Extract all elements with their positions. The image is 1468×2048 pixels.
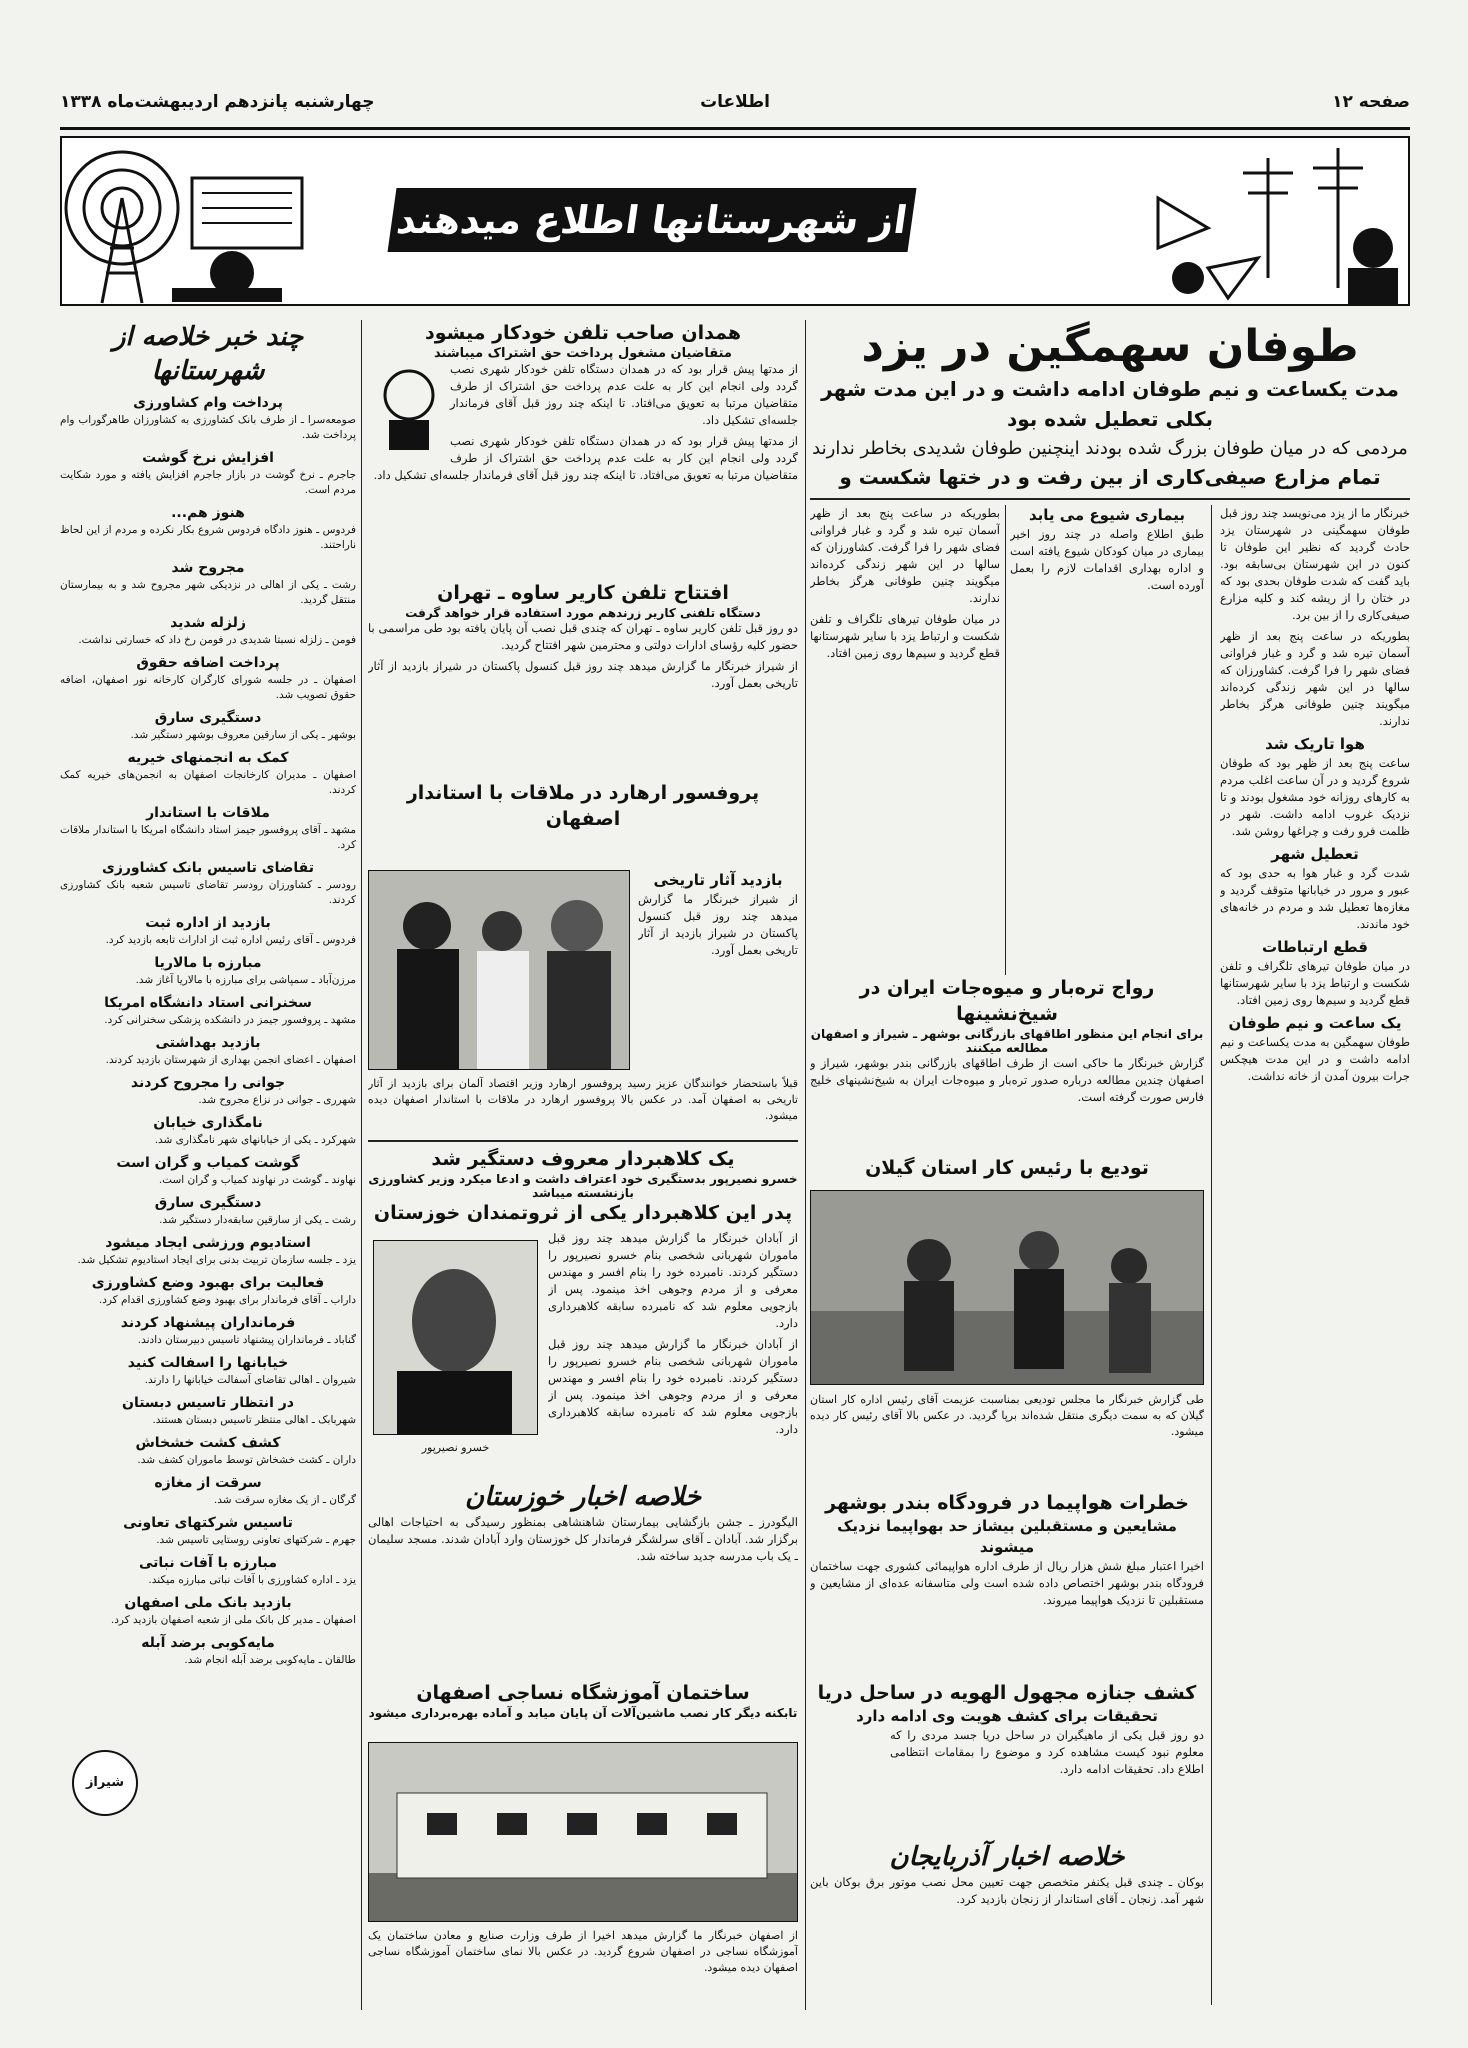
brief-text: فردوس ـ آقای رئیس اداره ثبت از ادارات تابعه بازدید کرد. (105, 934, 356, 946)
brief-text: صومعه‌سرا ـ از طرف بانک کشاورزی به کشاورزان طاهرگوراب وام پرداخت شد. (60, 414, 356, 441)
azarbaijan-headline: خلاصه اخبار آذربایجان (889, 1842, 1125, 1872)
brief-title: بازدید بانک ملی اصفهان (124, 1595, 292, 1611)
bushehr-headline: خطرات هواپیما در فرودگاه بندر بوشهر (825, 1492, 1189, 1514)
lead-paragraph: در میان طوفان تیرهای تلگراف و تلفن شکست و ارتباط یزد با سایر شهرستانها قطع گردید و سیم‌ها روی زمین افتاد. (810, 612, 1000, 660)
brief-text: نهاوند ـ گوشت در نهاوند کمیاب و گران است. (158, 1174, 356, 1186)
brief-text: رشت ـ یکی از اهالی در نزدیکی شهر مجروح شد و به بیمارستان منتقل گردید. (60, 579, 356, 606)
brief-text: اصفهان ـ اعضای انجمن بهداری از شهرستان بازدید کردند. (105, 1054, 356, 1066)
brief-title: کشف کشت خشخاش (135, 1435, 281, 1451)
brief-text: شهربابک ـ اهالی منتظر تاسیس دبستان هستند. (152, 1414, 356, 1426)
bushehr-body: اخیرا اعتبار مبلغ شش هزار ریال از طرف اداره هواپیمائی کشوری جهت ساختمان فرودگاه بندر بوشهر اختصاص داده شده است ولی متاسفانه عده‌ای از مشایعین و مستقبلین تا نزدیک هواپیما میروند. (810, 1559, 1204, 1607)
newspaper-name: اطلاعات (700, 92, 770, 112)
lead-paragraph: خبرنگار ما از یزد می‌نویسد چند روز قبل طوفان سهمگینی در شهرستان یزد حادث گردید که نظیر این طوفان تا کنون در این شهرستان بی‌سابقه بود. باید گفت که شدت طوفان بحدی بود که در ختان را از ریشه کند و کلیه مزارع صیفی‌کاری را از بین برد. (1220, 506, 1410, 622)
brief-text: رشت ـ یکی از سارقین سابقه‌دار دستگیر شد. (159, 1214, 356, 1226)
brief-text: اصفهان ـ در جلسه شورای کارگران کارخانه نور اصفهان، اضافه حقوق تصویب شد. (60, 674, 356, 701)
relics-body: از شیراز خبرنگار ما گزارش میدهد چند روز قبل کنسول پاکستان در شیراز بازدید از آثار تاریخی بعمل آورد. (368, 659, 798, 690)
isfahan-meeting-caption-box (368, 1076, 798, 1136)
radio-tower-illustration (62, 138, 332, 306)
briefs-column (60, 320, 356, 2010)
telegraph-illustration (1148, 138, 1408, 306)
produce-story (810, 975, 1204, 1145)
lead-deck-1: مدت یکساعت و نیم طوفان ادامه داشت و در این مدت شهر بکلی تعطیل شده بود (821, 377, 1399, 431)
relics-story (638, 870, 798, 1070)
brief-text: مشهد ـ پروفسور جیمز در دانشکده پزشکی سخنرانی کرد. (104, 1014, 356, 1026)
brief-title: بازدید بهداشتی (155, 1035, 261, 1051)
brief-text: شیروان ـ اهالی تقاضای آسفالت خیابانها را دارند. (144, 1374, 356, 1386)
lead-paragraph: طوفان سهمگین به مدت یکساعت و نیم ادامه داشت و در این مدت هیچکس جرات بیرون آمدن از خانه نداشت. (1220, 1035, 1410, 1083)
lead-paragraph: شدت گرد و غبار هوا به حدی بود که عبور و مرور در خیابانها متوقف گردید و مغازه‌ها تعطیل شد و مردم در خانه‌های خود ماندند. (1220, 866, 1410, 931)
textile-headline: ساختمان آموزشگاه نساجی اصفهان (416, 1682, 750, 1704)
brief-text: فردوس ـ هنوز دادگاه فردوس شروع بکار نکرده و مردم از این لحاظ ناراحتند. (60, 524, 356, 551)
khuzestan-news (368, 1480, 798, 1680)
produce-headline: رواج تره‌بار و میوه‌جات ایران در شیخ‌نشینها (859, 977, 1155, 1025)
brief-text: یزد ـ اداره کشاورزی با آفات نباتی مبارزه میکند. (148, 1574, 356, 1586)
suspect-caption-box (373, 1440, 538, 1464)
brief-title: تقاضای تاسیس بانک کشاورزی (101, 860, 315, 876)
brief-title: مبارزه با مالاریا (154, 955, 262, 971)
brief-title: خیابانها را اسفالت کنید (127, 1355, 289, 1371)
corpse-body: دو روز قبل یکی از ماهیگیران در ساحل دریا جسد مردی را که معلوم نبود کیست مشاهده کرد و موضوع را بمقامات انتظامی اطلاع داد. تحقیقات ادامه دارد. (890, 1728, 1204, 1776)
isfahan-meeting (368, 780, 798, 860)
brief-text: شهرری ـ جوانی در نزاع مجروح شد. (198, 1094, 356, 1106)
section-banner (60, 136, 1410, 306)
brief-text: اصفهان ـ مدیر کل بانک ملی از شعبه اصفهان بازدید کرد. (110, 1614, 356, 1626)
arrest-deck-2: پدر این کلاهبردار یکی از ثروتمندان خوزستان (373, 1202, 793, 1224)
lead-paragraph: ساعت پنج بعد از ظهر بود که طوفان شروع گردید و در آن ساعت اغلب مردم به کارهای روزانه خود مشغول بودند و تا نزدیک غروب ادامه داشت. شهر در ظلمت فرو رفت و چراغها روشن شد. (1220, 756, 1410, 838)
brief-title: مایه‌کوبی برضد آبله (141, 1635, 275, 1651)
brief-text: گناباد ـ فرمانداران پیشنهاد تاسیس دبیرستان دادند. (137, 1334, 356, 1346)
brief-title: پرداخت وام کشاورزی (133, 395, 283, 411)
corpse-deck: تحقیقات برای کشف هویت وی ادامه دارد (856, 1707, 1158, 1725)
banner-title: از شهرستانها اطلاع میدهند (388, 188, 917, 252)
issue-date: چهارشنبه پانزدهم اردیبهشت‌ماه ۱۳۳۸ (60, 92, 375, 112)
nursery-body: طبق اطلاع واصله در چند روز اخیر بیماری در میان کودکان شیوع یافته است و اداره بهداری اقدامات لازم را بعمل آورده است. (1010, 527, 1204, 592)
brief-text: طالقان ـ مایه‌کوبی برضد آبله انجام شد. (184, 1654, 356, 1666)
brief-title: دستگیری سارق (154, 1195, 262, 1211)
textile-school-photo (368, 1742, 798, 1922)
brief-title: جوانی را مجروح کردند (130, 1075, 286, 1091)
brief-text: فومن ـ زلزله نسبتا شدیدی در فومن رخ داد که خسارتی نداشت. (78, 634, 356, 646)
gilan-photo (810, 1190, 1204, 1385)
brief-title: استادیوم ورزشی ایجاد میشود (105, 1235, 311, 1251)
brief-text: مشهد ـ آقای پروفسور جیمز استاد دانشگاه امریکا با استاندار ملاقات کرد. (60, 824, 356, 851)
brief-text: اصفهان ـ مدیران کارخانجات اصفهان به انجمن‌های خیریه کمک کردند. (60, 769, 356, 796)
brief-text: داران ـ کشت خشخاش توسط ماموران کشف شد. (137, 1454, 356, 1466)
gilan-caption-box (810, 1392, 1204, 1482)
bushehr-story (810, 1490, 1204, 1670)
lead-deck-2: مردمی که در میان طوفان بزرگ شده بودند اینچنین طوفان شدیدی بخاطر ندارند (812, 438, 1408, 459)
lead-body-right (1220, 505, 1410, 1605)
relics-body: از شیراز خبرنگار ما گزارش میدهد چند روز قبل کنسول پاکستان در شیراز بازدید از آثار تاریخی بعمل آورد. (638, 892, 798, 957)
textile-caption: از اصفهان خبرنگار ما گزارش میدهد اخیرا از طرف وزارت صنایع و معادن ساختمان یک آموزشگاه نساجی در اصفهان شروع گردید. در عکس بالا نمای ساختمان آموزشگاه نساجی اصفهان دیده میشود. (368, 1929, 798, 1974)
corpse-story (810, 1680, 1204, 1830)
brief-title: مبارزه با آفات نباتی (138, 1555, 278, 1571)
relics-headline: بازدید آثار تاریخی (653, 871, 783, 889)
brief-title: تاسیس شرکتهای تعاونی (123, 1515, 293, 1531)
lead-paragraph: در میان طوفان تیرهای تلگراف و تلفن شکست و ارتباط یزد با سایر شهرستانها قطع گردید و سیم‌ها روی زمین افتاد. (1220, 959, 1410, 1007)
page-number: صفحه ۱۲ (1332, 92, 1410, 112)
hamedan-story (368, 320, 798, 570)
lead-subhead: هوا تاریک شد (1265, 735, 1365, 753)
suspect-photo (373, 1240, 538, 1435)
brief-text: جاجرم ـ نرخ گوشت در بازار جاجرم افزایش یافته و مورد شکایت مردم است. (60, 469, 356, 496)
textile-caption-box (368, 1928, 798, 2008)
nursery-story (1010, 505, 1204, 805)
hamedan-deck: متقاضیان مشغول پرداخت حق اشتراک میباشند (434, 346, 732, 361)
bushehr-deck: مشایعین و مستقبلین بیشاز حد بهواپیما نزدیک میشوند (837, 1517, 1177, 1556)
brief-title: افزایش نرخ گوشت (142, 450, 274, 466)
brief-text: گرگان ـ از یک مغازه سرقت شد. (213, 1494, 356, 1506)
saveh-headline: افتتاح تلفن کاریر ساوه ـ تهران (437, 582, 729, 604)
saveh-story (368, 580, 798, 780)
brief-title: بازدید از اداره ثبت (145, 915, 271, 931)
textile-deck: تابکنه دیگر کار نصب ماشین‌آلات آن پایان میابد و آماده بهره‌برداری میشود (368, 1706, 798, 1720)
brief-title: مجروح شد (171, 560, 245, 576)
lead-continued (810, 505, 1000, 805)
isfahan-meeting-headline: پروفسور ارهارد در ملاقات با استاندار اصفهان (406, 782, 760, 830)
lead-story (810, 320, 1410, 460)
brief-title: زلزله شدید (170, 615, 246, 631)
brief-title: ملاقات با استاندار (146, 805, 270, 821)
brief-text: بوشهر ـ یکی از سارقین معروف بوشهر دستگیر شد. (130, 729, 356, 741)
brief-text: رودسر ـ کشاورزان رودسر تقاضای تاسیس شعبه بانک کشاورزی کردند. (60, 879, 356, 906)
shiraz-logo: شیراز (72, 1750, 138, 1816)
arrest-deck: خسرو نصیرپور بدستگیری خود اعتراف داشت و ادعا میکرد وزیر کشاورزی بازنشسته میباشد (368, 1172, 798, 1200)
azarbaijan-story (810, 1840, 1204, 2010)
isfahan-meeting-caption: قبلاً باستحضار خوانندگان عزیز رسید پروفسور ارهارد وزیر اقتصاد آلمان برای بازدید از آثار تاریخی به اصفهان آمد. در عکس بالا پروفسور ارهارد در ملاقات با استاندار اصفهان دیده میشود. (368, 1077, 798, 1122)
lead-subhead: تعطیل شهر (1271, 845, 1359, 863)
lead-paragraph: بطوریکه در ساعت پنج بعد از ظهر آسمان تیره شد و گرد و غبار فراوانی فضای شهر را فرا گرفت. کشاورزان که سالها در این شهر زندگی کرده‌اند میگویند چنین طوفانی هرگز بخاطر ندارند. (1220, 629, 1410, 728)
hamedan-body-cont: از مدتها پیش قرار بود که در همدان دستگاه تلفن خودکار شهری نصب گردد ولی انجام این کار به علت عدم پرداخت حق اشتراک از طرف متقاضیان مرتبا به تعویق می‌افتاد. تا اینکه چند روز قبل آقای فرماندار جلسه‌ای تشکیل داد. (373, 434, 798, 482)
saveh-body: دو روز قبل تلفن کاریر ساوه ـ تهران که چندی قبل نصب آن پایان یافته بود طی مراسمی با حضور کلیه رؤسای ادارات دولتی و محترمین شهر افتتاح گردید. (368, 621, 798, 652)
brief-text: شهرکرد ـ یکی از خیابانهای شهر نامگذاری شد. (154, 1134, 356, 1146)
lead-subhead: قطع ارتباطات (1262, 938, 1368, 956)
lead-subhead: یک ساعت و نیم طوفان (1228, 1014, 1402, 1032)
brief-title: پرداخت اضافه حقوق (136, 655, 280, 671)
brief-title: نامگذاری خیابان (153, 1115, 263, 1131)
brief-title: کمک به انجمنهای خیریه (127, 750, 289, 766)
produce-body: گزارش خبرنگار ما حاکی است از طرف اطاقهای بازرگانی بندر بوشهر، شیراز و اصفهان چندین مطالعه درباره صدور تره‌بار و میوه‌جات ایران به شیخ‌نشینهای خلیج فارس صورت گرفته است. (810, 1056, 1204, 1104)
produce-deck: برای انجام این منظور اطاقهای بازرگانی بوشهر ـ شیراز و اصفهان مطالعه میکنند (810, 1027, 1204, 1055)
brief-title: فعالیت برای بهبود وضع کشاورزی (91, 1275, 325, 1291)
azarbaijan-body: بوکان ـ چندی قبل یکنفر متخصص جهت تعیین محل نصب موتور برق بوکان باین شهر آمد. زنجان ـ آقای استاندار از زنجان بازدید کرد. (810, 1875, 1204, 1906)
brief-title: گوشت کمیاب و گران است (116, 1155, 300, 1171)
lead-deck-3: تمام مزارع صیفی‌کاری از بین رفت و در ختها شکست و (839, 465, 1381, 489)
brief-text: یزد ـ جلسه سازمان تربیت بدنی برای ایجاد استادیوم تشکیل شد. (77, 1254, 356, 1266)
arrest-body-box (548, 1230, 798, 1470)
arrest-story (368, 1146, 798, 1226)
arrest-headline: یک کلاهبردار معروف دستگیر شد (431, 1148, 735, 1170)
suspect-caption: خسرو نصیرپور (421, 1441, 490, 1454)
briefs-headline: چند خبر خلاصه از شهرستانها (112, 322, 304, 386)
gilan-headline: تودیع با رئیس کار استان گیلان (865, 1157, 1149, 1179)
folio (60, 80, 1410, 130)
hamedan-body: از مدتها پیش قرار بود که در همدان دستگاه تلفن خودکار شهری نصب گردد ولی انجام این کار به علت عدم پرداخت حق اشتراک از طرف متقاضیان مرتبا به تعویق می‌افتاد. تا اینکه چند روز قبل آقای فرماندار جلسه‌ای تشکیل داد. (450, 362, 798, 427)
khuzestan-headline: خلاصه اخبار خوزستان (464, 1482, 702, 1512)
telephone-illustration (374, 365, 444, 455)
textile-story (368, 1680, 798, 1740)
corpse-headline: کشف جنازه مجهول الهویه در ساحل دریا (817, 1682, 1197, 1704)
lead-paragraph: بطوریکه در ساعت پنج بعد از ظهر آسمان تیره شد و گرد و غبار فراوانی فضای شهر را فرا گرفت. کشاورزان که سالها در این شهر زندگی کرده‌اند میگویند چنین طوفانی هرگز بخاطر ندارند. (810, 506, 1000, 605)
brief-text: جهرم ـ شرکتهای تعاونی روستایی تاسیس شد. (156, 1534, 356, 1546)
saveh-deck: دستگاه تلفنی کاریر زرندهم مورد استفاده قرار خواهد گرفت (405, 606, 761, 620)
lead-headline: طوفان سهمگین در یزد (861, 321, 1359, 372)
arrest-body-cont: از آبادان خبرنگار ما گزارش میدهد چند روز قبل ماموران شهربانی شخصی بنام خسرو نصیرپور را دستگیر کردند. نامبرده خود را بنام افسر و مهندس معرفی و از مردم وجوهی اخذ مینمود. پس از بازجویی معلوم شد که نامبرده سابقه کلاهبرداری دارد. (548, 1337, 798, 1436)
nursery-headline: بیماری شیوع می یابد (1028, 506, 1186, 524)
brief-text: داراب ـ آقای فرماندار برای بهبود وضع کشاورزی اقدام کرد. (98, 1294, 356, 1306)
brief-title: سخنرانی استاد دانشگاه امریکا (104, 995, 312, 1011)
hamedan-headline: همدان صاحب تلفن خودکار میشود (424, 322, 742, 344)
arrest-body: از آبادان خبرنگار ما گزارش میدهد چند روز قبل ماموران شهربانی شخصی بنام خسرو نصیرپور را دستگیر کردند. نامبرده خود را بنام افسر و مهندس معرفی و از مردم وجوهی اخذ مینمود. پس از بازجویی معلوم شد که نامبرده سابقه کلاهبرداری دارد. (548, 1231, 798, 1330)
brief-title: دستگیری سارق (154, 710, 262, 726)
newspaper-page (60, 80, 1410, 2010)
khuzestan-body: الیگودرز ـ جشن بازگشایی بیمارستان شاهنشاهی بمنظور رسیدگی به احتیاجات اهالی برگزار شد. آبادان ـ آقای سرلشگر فرماندار کل خوزستان وارد آبادان شدند. مسجد سلیمان ـ یک باب مدرسه جدید ساخته شد. (368, 1515, 798, 1563)
brief-text: مرزن‌آباد ـ سمپاشی برای مبارزه با مالاریا آغاز شد. (135, 974, 356, 986)
lead-deck-3-box (810, 462, 1410, 494)
brief-title: هنوز هم... (171, 505, 245, 521)
gilan-caption: طی گزارش خبرنگار ما مجلس تودیعی بمناسبت عزیمت آقای رئیس اداره کار استان گیلان که به سمت دیگری منتقل شده‌اند برپا گردید. در عکس بالا آقای رئیس کار دیده میشود. (810, 1393, 1204, 1438)
brief-title: فرمانداران پیشنهاد کردند (120, 1315, 296, 1331)
brief-title: سرقت از مغازه (154, 1475, 262, 1491)
brief-title: در انتظار تاسیس دبستان (122, 1395, 294, 1411)
isfahan-meeting-photo (368, 870, 630, 1070)
